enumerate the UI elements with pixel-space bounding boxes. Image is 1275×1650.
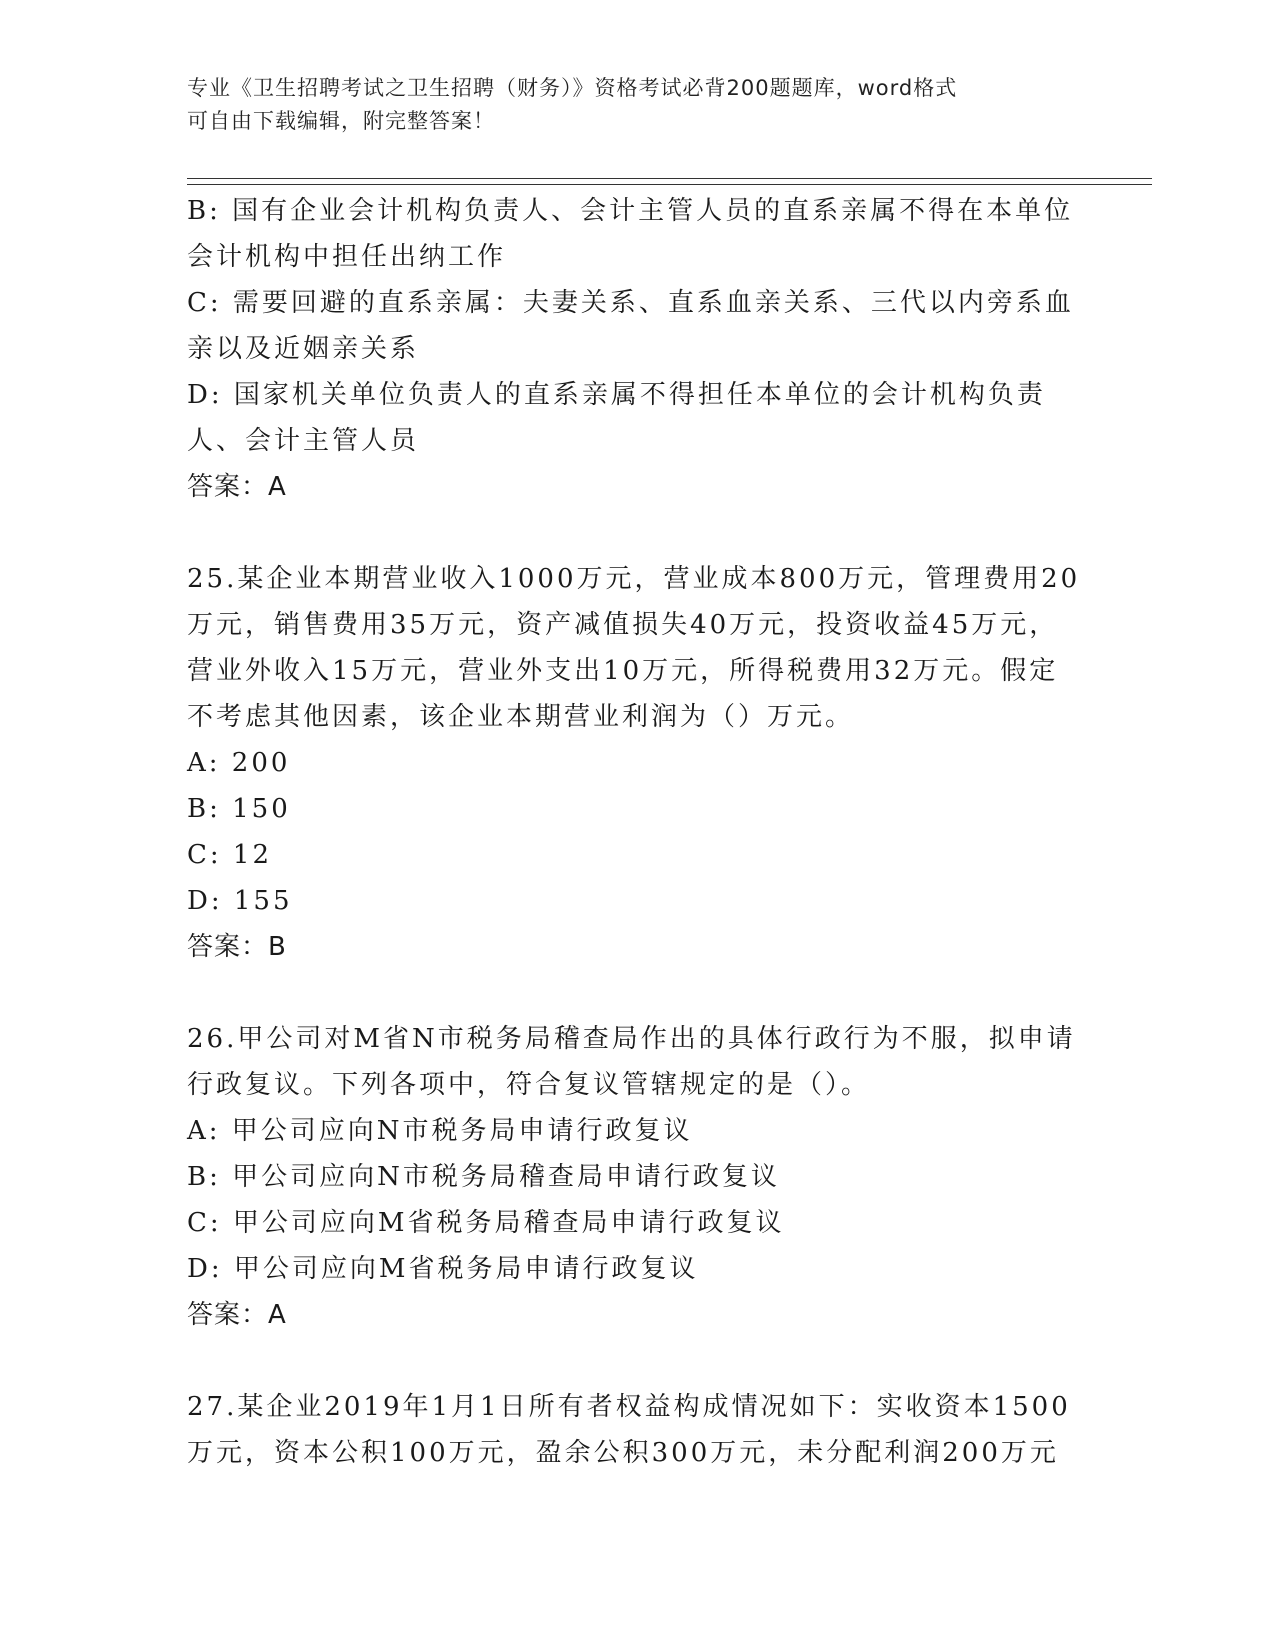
q26-answer: 答案：A bbox=[187, 1300, 287, 1330]
spacer bbox=[187, 970, 1087, 1016]
question-content bbox=[187, 188, 1087, 1476]
q25-answer: 答案：B bbox=[187, 932, 287, 962]
q25-stem: 25.某企业本期营业收入1000万元，营业成本800万元，管理费用20万元，销售费用35万元，资产减值损失40万元，投资收益45万元，营业外收入15万元，营业外支出10万元，所得税费用32万元。假定不考虑其他因素，该企业本期营业利润为（）万元。 bbox=[187, 564, 1081, 732]
spacer bbox=[187, 1338, 1087, 1384]
header-divider-top bbox=[187, 178, 1152, 179]
q26-option-b: B: 甲公司应向N市税务局稽查局申请行政复议 bbox=[187, 1162, 780, 1192]
q25-option-a: A: 200 bbox=[187, 748, 291, 778]
q26-option-d: D: 甲公司应向M省税务局申请行政复议 bbox=[187, 1254, 699, 1284]
q25-option-c: C: 12 bbox=[187, 840, 273, 870]
header-line-2: 可自由下载编辑，附完整答案！ bbox=[187, 109, 495, 133]
q25-option-b: B: 150 bbox=[187, 794, 291, 824]
q27-stem: 27.某企业2019年1月1日所有者权益构成情况如下：实收资本1500万元，资本公积100万元，盈余公积300万元，未分配利润200万元 bbox=[187, 1392, 1071, 1468]
q26-option-a: A: 甲公司应向N市税务局申请行政复议 bbox=[187, 1116, 693, 1146]
q26-option-c: C: 甲公司应向M省税务局稽查局申请行政复议 bbox=[187, 1208, 785, 1238]
q24-option-c: C: 需要回避的直系亲属：夫妻关系、直系血亲关系、三代以内旁系血亲以及近姻亲关系 bbox=[187, 288, 1074, 364]
q26-stem: 26.甲公司对M省N市税务局稽查局作出的具体行政行为不服，拟申请行政复议。下列各项中，符合复议管辖规定的是（）。 bbox=[187, 1024, 1076, 1100]
q24-option-d: D: 国家机关单位负责人的直系亲属不得担任本单位的会计机构负责人、会计主管人员 bbox=[187, 380, 1046, 456]
document-header bbox=[187, 72, 1087, 138]
question-24 bbox=[187, 188, 1087, 510]
q25-option-d: D: 155 bbox=[187, 886, 293, 916]
spacer bbox=[187, 510, 1087, 556]
q24-option-b: B: 国有企业会计机构负责人、会计主管人员的直系亲属不得在本单位会计机构中担任出纳工作 bbox=[187, 196, 1074, 272]
question-26 bbox=[187, 1016, 1087, 1338]
question-27 bbox=[187, 1384, 1087, 1476]
question-25 bbox=[187, 556, 1087, 970]
q24-answer: 答案：A bbox=[187, 472, 287, 502]
header-line-1: 专业《卫生招聘考试之卫生招聘（财务）》资格考试必背200题题库，word格式 bbox=[187, 76, 958, 100]
header-divider-bottom bbox=[187, 184, 1152, 185]
